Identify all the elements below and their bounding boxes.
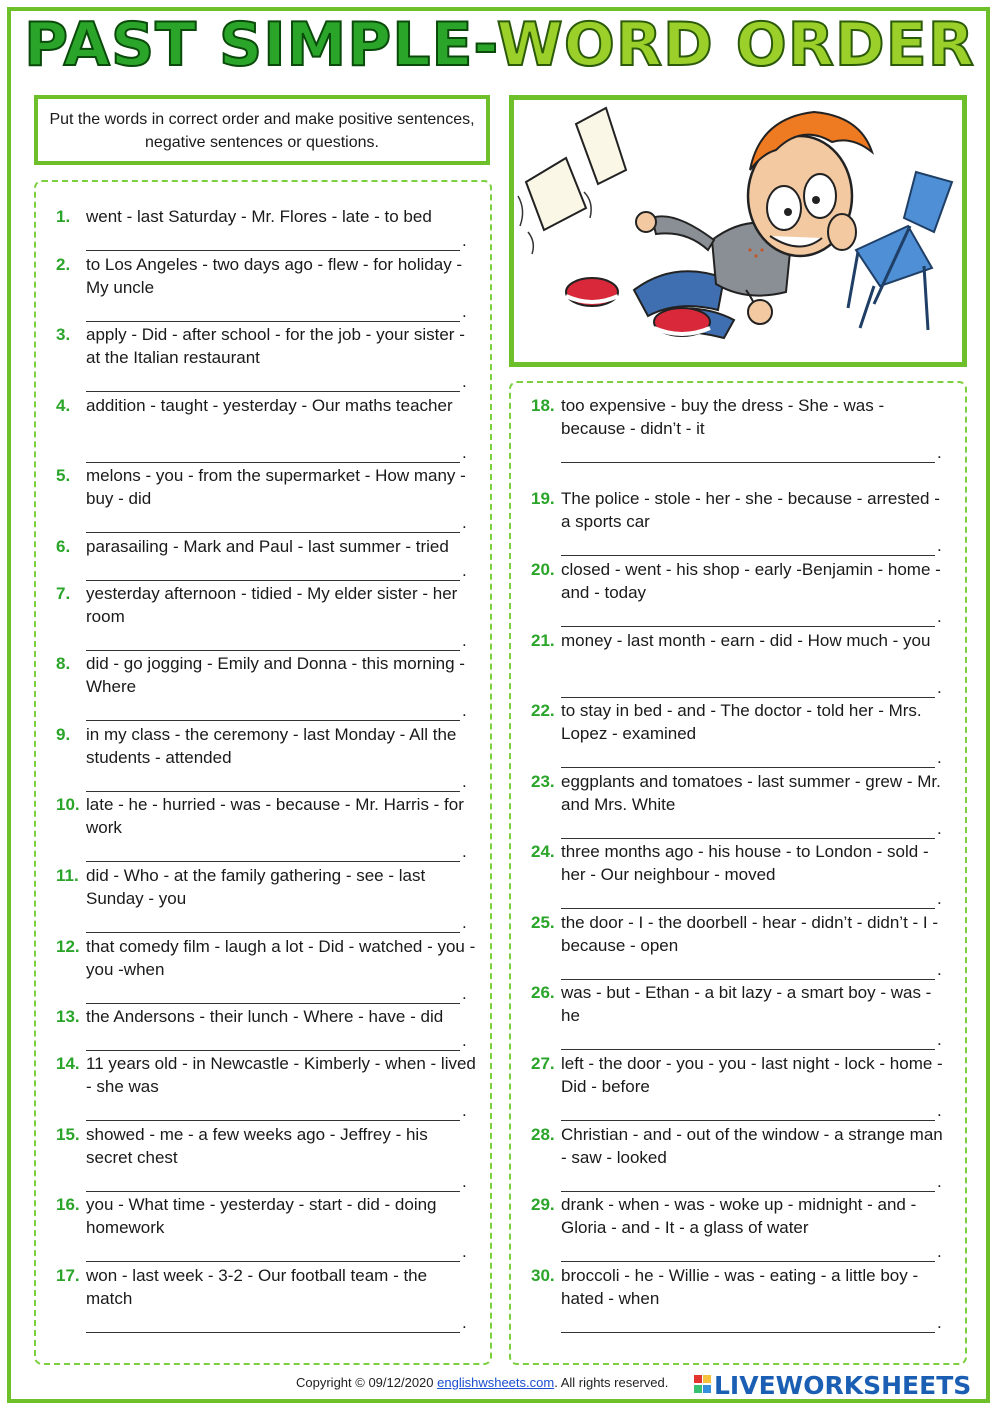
instructions-box: Put the words in correct order and make positive sentences, negative sentences or questions.: [34, 95, 490, 165]
answer-line[interactable]: [86, 1003, 460, 1004]
answer-line[interactable]: [86, 250, 460, 251]
answer-line[interactable]: [561, 838, 935, 839]
item-number: 7.: [56, 584, 71, 603]
item-number: 24.: [531, 842, 555, 861]
answer-period: .: [937, 748, 942, 767]
item-number: 14.: [56, 1054, 80, 1073]
answer-period: .: [462, 231, 467, 250]
item-number: 6.: [56, 537, 71, 556]
answer-period: .: [462, 1313, 467, 1332]
answer-line[interactable]: [86, 1191, 460, 1192]
item-words: to stay in bed - and - The doctor - told her - Mrs. Lopez - examined: [561, 701, 922, 743]
item-words: the Andersons - their lunch - Where - have - did: [86, 1007, 444, 1026]
rights-text: . All rights reserved.: [554, 1375, 669, 1390]
item-words: closed - went - his shop - early -Benjamin - home - and - today: [561, 560, 941, 602]
item-number: 2.: [56, 255, 71, 274]
answer-line[interactable]: [561, 626, 935, 627]
answer-period: .: [937, 536, 942, 555]
answer-period: .: [937, 819, 942, 838]
item-words: 11 years old - in Newcastle - Kimberly - when - lived - she was: [86, 1054, 476, 1096]
item-words: addition - taught - yesterday - Our maths teacher: [86, 396, 453, 415]
item-words: The police - stole - her - she - because - arrested - a sports car: [561, 489, 940, 531]
title-part-1: PAST SIMPLE-: [24, 10, 497, 80]
item-number: 11.: [56, 866, 79, 885]
answer-line[interactable]: [86, 791, 460, 792]
item-number: 23.: [531, 772, 555, 791]
item-number: 9.: [56, 725, 71, 744]
item-words: drank - when - was - woke up - midnight - and - Gloria - and - It - a glass of water: [561, 1195, 917, 1237]
item-number: 13.: [56, 1007, 80, 1026]
page-title: [0, 10, 999, 80]
item-number: 18.: [531, 396, 555, 415]
answer-line[interactable]: [561, 462, 935, 463]
item-number: 26.: [531, 983, 555, 1002]
answer-line[interactable]: [561, 908, 935, 909]
answer-line[interactable]: [86, 932, 460, 933]
answer-line[interactable]: [561, 979, 935, 980]
item-words: the door - I - the doorbell - hear - didn’t - didn’t - I - because - open: [561, 913, 939, 955]
item-number: 21.: [531, 631, 555, 650]
item-words: melons - you - from the supermarket - How many - buy - did: [86, 466, 466, 508]
item-number: 29.: [531, 1195, 555, 1214]
answer-period: .: [937, 960, 942, 979]
answer-line[interactable]: [86, 650, 460, 651]
answer-period: .: [462, 302, 467, 321]
liveworksheets-logo[interactable]: [694, 1371, 971, 1400]
answer-period: .: [937, 889, 942, 908]
item-number: 19.: [531, 489, 555, 508]
answer-period: .: [462, 772, 467, 791]
item-words: Christian - and - out of the window - a strange man - saw - looked: [561, 1125, 943, 1167]
answer-period: .: [937, 1172, 942, 1191]
running-boy-illustration: [514, 100, 962, 362]
item-number: 25.: [531, 913, 555, 932]
answer-period: .: [937, 678, 942, 697]
answer-period: .: [937, 1101, 942, 1120]
item-words: eggplants and tomatoes - last summer - grew - Mr. and Mrs. White: [561, 772, 941, 814]
item-number: 3.: [56, 325, 71, 344]
left-exercise-list: [34, 180, 492, 1365]
site-link[interactable]: englishwsheets.com: [437, 1375, 555, 1390]
item-number: 28.: [531, 1125, 555, 1144]
answer-line[interactable]: [561, 767, 935, 768]
answer-period: .: [462, 443, 467, 462]
answer-period: .: [937, 1313, 942, 1332]
item-words: broccoli - he - Willie - was - eating - a little boy - hated - when: [561, 1266, 919, 1308]
answer-line[interactable]: [561, 1120, 935, 1121]
item-words: showed - me - a few weeks ago - Jeffrey - his secret chest: [86, 1125, 428, 1167]
item-words: three months ago - his house - to London - sold - her - Our neighbour - moved: [561, 842, 929, 884]
item-words: did - Who - at the family gathering - see - last Sunday - you: [86, 866, 426, 908]
answer-line[interactable]: [86, 321, 460, 322]
answer-period: .: [462, 631, 467, 650]
item-words: in my class - the ceremony - last Monday - All the students - attended: [86, 725, 457, 767]
answer-line[interactable]: [86, 462, 460, 463]
item-words: money - last month - earn - did - How much - you: [561, 631, 931, 650]
liveworksheets-logo-icon: [694, 1373, 712, 1397]
item-number: 10.: [56, 795, 80, 814]
answer-line[interactable]: [561, 697, 935, 698]
item-words: won - last week - 3-2 - Our football team - the match: [86, 1266, 428, 1308]
answer-line[interactable]: [561, 1332, 935, 1333]
illustration-box: [509, 95, 967, 367]
item-words: apply - Did - after school - for the job - your sister -at the Italian restaurant: [86, 325, 465, 367]
answer-period: .: [462, 1172, 467, 1191]
answer-period: .: [462, 1242, 467, 1261]
answer-line[interactable]: [86, 1120, 460, 1121]
answer-line[interactable]: [86, 1261, 460, 1262]
item-words: that comedy film - laugh a lot - Did - watched - you - you -when: [86, 937, 476, 979]
answer-line[interactable]: [86, 391, 460, 392]
answer-period: .: [462, 1031, 467, 1050]
right-exercise-list: [509, 381, 967, 1365]
item-words: did - go jogging - Emily and Donna - this morning - Where: [86, 654, 465, 696]
item-number: 20.: [531, 560, 555, 579]
title-part-2: WORD ORDER: [496, 10, 975, 80]
item-words: parasailing - Mark and Paul - last summer - tried: [86, 537, 449, 556]
item-words: too expensive - buy the dress - She - was - because - didn’t - it: [561, 396, 885, 438]
item-number: 16.: [56, 1195, 80, 1214]
item-number: 12.: [56, 937, 80, 956]
item-number: 15.: [56, 1125, 80, 1144]
answer-line[interactable]: [86, 1050, 460, 1051]
answer-period: .: [462, 1101, 467, 1120]
answer-line[interactable]: [86, 1332, 460, 1333]
item-number: 22.: [531, 701, 555, 720]
item-words: left - the door - you - you - last night - lock - home - Did - before: [561, 1054, 943, 1096]
answer-period: .: [462, 701, 467, 720]
answer-period: .: [462, 513, 467, 532]
answer-line[interactable]: [561, 1261, 935, 1262]
item-number: 4.: [56, 396, 71, 415]
answer-period: .: [462, 842, 467, 861]
answer-period: .: [462, 984, 467, 1003]
copyright-footer: [296, 1375, 668, 1390]
item-words: yesterday afternoon - tidied - My elder sister - her room: [86, 584, 458, 626]
answer-line[interactable]: [86, 861, 460, 862]
answer-period: .: [937, 443, 942, 462]
answer-line[interactable]: [561, 1191, 935, 1192]
brand-text: LIVEWORKSHEETS: [714, 1371, 972, 1400]
item-number: 1.: [56, 207, 71, 226]
answer-line[interactable]: [561, 555, 935, 556]
answer-line[interactable]: [86, 532, 460, 533]
item-words: went - last Saturday - Mr. Flores - late - to bed: [86, 207, 432, 226]
answer-period: .: [937, 607, 942, 626]
item-words: you - What time - yesterday - start - did - doing homework: [86, 1195, 437, 1237]
answer-period: .: [937, 1242, 942, 1261]
answer-period: .: [462, 372, 467, 391]
item-words: late - he - hurried - was - because - Mr. Harris - for work: [86, 795, 464, 837]
answer-line[interactable]: [86, 720, 460, 721]
item-words: was - but - Ethan - a bit lazy - a smart boy - was - he: [561, 983, 932, 1025]
answer-period: .: [462, 913, 467, 932]
answer-line[interactable]: [561, 1049, 935, 1050]
item-number: 27.: [531, 1054, 555, 1073]
item-number: 5.: [56, 466, 71, 485]
item-number: 8.: [56, 654, 71, 673]
answer-period: .: [937, 1030, 942, 1049]
item-number: 30.: [531, 1266, 555, 1285]
answer-period: .: [462, 561, 467, 580]
item-number: 17.: [56, 1266, 80, 1285]
answer-line[interactable]: [86, 580, 460, 581]
item-words: to Los Angeles - two days ago - flew - for holiday - My uncle: [86, 255, 463, 297]
copyright-text: Copyright © 09/12/2020: [296, 1375, 438, 1390]
